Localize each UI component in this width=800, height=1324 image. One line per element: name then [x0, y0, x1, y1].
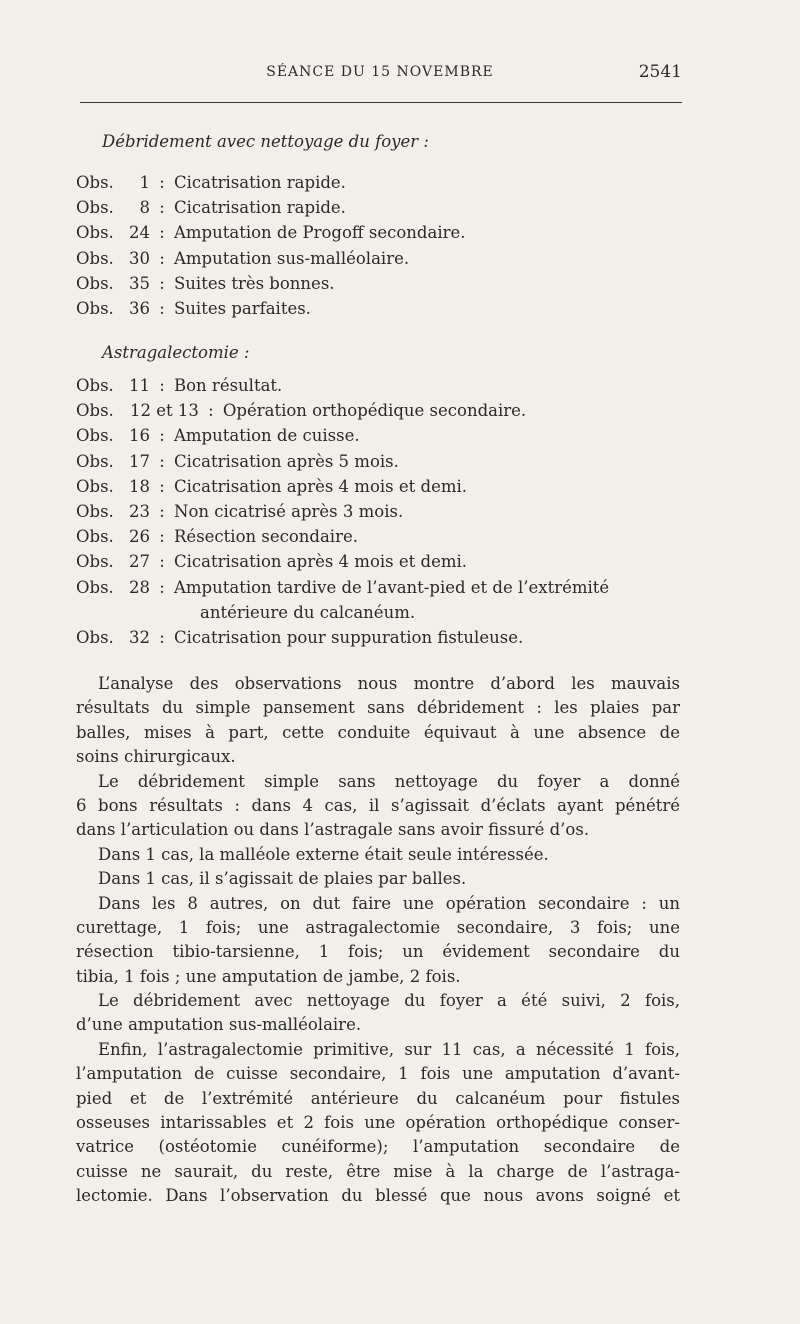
body-text-line: résection tibio-tarsienne, 1 fois; un évidement secondaire du: [76, 942, 680, 962]
obs-label: Obs.: [76, 627, 114, 647]
observation-row: [76, 524, 682, 549]
body-text-line: balles, mises à part, cette conduite équivaut à une absence de: [76, 722, 680, 742]
observation-list-astragalectomie: [76, 373, 682, 650]
obs-colon: :: [159, 273, 165, 293]
observation-row: [76, 398, 682, 423]
body-text-line: osseuses intarissables et 2 fois une opération orthopédique conser-: [76, 1113, 680, 1133]
body-text-line: vatrice (ostéotomie cunéiforme); l’amputation secondaire de: [76, 1137, 680, 1157]
observation-row: [76, 271, 682, 296]
obs-number: 27: [129, 552, 150, 572]
observation-row: [76, 549, 682, 574]
obs-number: 32: [129, 627, 150, 647]
obs-result: Cicatrisation après 4 mois et demi.: [174, 552, 468, 572]
obs-result: Suites parfaites.: [174, 298, 311, 318]
body-text-line: résultats du simple pansement sans débridement : les plaies par: [76, 698, 680, 718]
body-text-line: Enfin, l’astragalectomie primitive, sur 11 cas, a nécessité 1 fois,: [98, 1039, 680, 1059]
obs-number: 18: [129, 476, 150, 496]
body-text-line: Dans les 8 autres, on dut faire une opération secondaire : un: [98, 893, 680, 913]
obs-number: 1: [139, 173, 150, 192]
observation-row: [76, 499, 682, 524]
obs-label: Obs.: [76, 401, 114, 421]
body-text-line: tibia, 1 fois ; une amputation de jambe, 2 fois.: [76, 966, 461, 986]
obs-label: Obs.: [76, 476, 114, 496]
obs-label: Obs.: [76, 451, 114, 471]
obs-colon: :: [159, 248, 165, 268]
obs-result: Résection secondaire.: [174, 527, 358, 547]
obs-label: Obs.: [76, 173, 114, 192]
obs-label: Obs.: [76, 223, 114, 243]
observation-row: [76, 625, 682, 650]
obs-label: Obs.: [76, 527, 114, 547]
obs-result: Suites très bonnes.: [174, 273, 335, 293]
obs-colon: :: [159, 223, 165, 243]
body-text-line: pied et de l’extrémité antérieure du calcanéum pour fistules: [76, 1088, 680, 1108]
obs-result: Cicatrisation après 4 mois et demi.: [174, 476, 468, 496]
obs-number: 8: [139, 198, 150, 218]
obs-number: 11: [129, 376, 150, 395]
obs-number: 12 et 13: [130, 401, 199, 421]
obs-label: Obs.: [76, 577, 114, 597]
obs-colon: :: [159, 426, 165, 446]
observation-list-debridement: [76, 170, 682, 321]
obs-number: 16: [129, 426, 150, 446]
obs-result: Cicatrisation rapide.: [174, 173, 346, 192]
obs-colon: :: [159, 501, 165, 521]
body-text-line: 6 bons résultats : dans 4 cas, il s’agissait d’éclats ayant pénétré: [76, 795, 680, 815]
obs-colon: :: [159, 173, 165, 192]
obs-number: 28: [129, 577, 150, 597]
observation-row-continuation: antérieure du calcanéum.: [200, 602, 416, 622]
obs-result: Opération orthopédique secondaire.: [222, 401, 527, 421]
obs-result: Amputation tardive de l’avant-pied et de l’extrémité: [174, 577, 610, 597]
obs-colon: :: [208, 401, 214, 421]
obs-label: Obs.: [76, 273, 114, 293]
obs-result: Cicatrisation pour suppuration fistuleuse.: [174, 627, 524, 647]
obs-colon: :: [159, 552, 165, 572]
obs-colon: :: [159, 527, 165, 547]
obs-result: Amputation de cuisse.: [174, 426, 360, 446]
section-heading-debridement: Débridement avec nettoyage du foyer :: [102, 132, 429, 151]
page-number: 2541: [638, 62, 682, 82]
obs-label: Obs.: [76, 501, 114, 521]
body-text-line: soins chirurgicaux.: [76, 747, 236, 767]
observation-row: [76, 474, 682, 499]
obs-number: 17: [129, 451, 150, 471]
obs-label: Obs.: [76, 552, 114, 572]
observation-row: [76, 220, 682, 245]
obs-colon: :: [159, 376, 165, 395]
body-paragraphs: [76, 672, 680, 1209]
obs-label: Obs.: [76, 376, 114, 395]
obs-number: 23: [129, 501, 150, 521]
header-rule: [80, 102, 682, 103]
obs-result: Non cicatrisé après 3 mois.: [174, 501, 404, 521]
body-text-line: lectomie. Dans l’observation du blessé que nous avons soigné et: [76, 1186, 680, 1206]
obs-colon: :: [159, 627, 165, 647]
body-text-line: curettage, 1 fois; une astragalectomie secondaire, 3 fois; une: [76, 917, 680, 937]
obs-result: Amputation sus-malléolaire.: [174, 248, 410, 268]
body-text-line: d’une amputation sus-malléolaire.: [76, 1015, 362, 1035]
obs-label: Obs.: [76, 248, 114, 268]
obs-label: Obs.: [76, 298, 114, 318]
obs-number: 36: [129, 298, 150, 318]
obs-colon: :: [159, 476, 165, 496]
obs-colon: :: [159, 577, 165, 597]
running-title: SÉANCE DU 15 NOVEMBRE: [266, 64, 494, 80]
obs-colon: :: [159, 198, 165, 218]
body-text-line: l’amputation de cuisse secondaire, 1 fois une amputation d’avant-: [76, 1064, 680, 1084]
obs-number: 30: [129, 248, 150, 268]
obs-colon: :: [159, 298, 165, 318]
body-text-line: Dans 1 cas, la malléole externe était seule intéressée.: [98, 844, 549, 864]
body-text-line: Le débridement simple sans nettoyage du foyer a donné: [98, 771, 680, 791]
obs-result: Cicatrisation après 5 mois.: [174, 451, 399, 471]
observation-row: [76, 170, 682, 195]
running-header: [78, 60, 682, 90]
body-text-line: Le débridement avec nettoyage du foyer a été suivi, 2 fois,: [98, 991, 680, 1011]
observation-row: [76, 373, 682, 398]
obs-colon: :: [159, 451, 165, 471]
observation-row: [76, 296, 682, 321]
obs-result: Amputation de Progoff secondaire.: [174, 223, 466, 243]
observation-row: [76, 423, 682, 448]
section-heading-astragalectomie: Astragalectomie :: [102, 343, 250, 362]
body-text-line: cuisse ne saurait, du reste, être mise à la charge de l’astraga-: [76, 1161, 680, 1181]
observation-row: [76, 575, 682, 600]
observation-row: [76, 246, 682, 271]
body-text-line: L’analyse des observations nous montre d’abord les mauvais: [98, 674, 680, 693]
observation-row: [76, 195, 682, 220]
obs-number: 24: [129, 223, 150, 243]
obs-number: 26: [129, 527, 150, 547]
body-text-line: dans l’articulation ou dans l’astragale sans avoir fissuré d’os.: [76, 820, 590, 840]
body-text-line: Dans 1 cas, il s’agissait de plaies par balles.: [98, 869, 467, 889]
observation-row: [76, 449, 682, 474]
obs-label: Obs.: [76, 198, 114, 218]
obs-result: Cicatrisation rapide.: [174, 198, 346, 218]
obs-number: 35: [129, 273, 150, 293]
obs-result: Bon résultat.: [174, 376, 283, 395]
obs-label: Obs.: [76, 426, 114, 446]
